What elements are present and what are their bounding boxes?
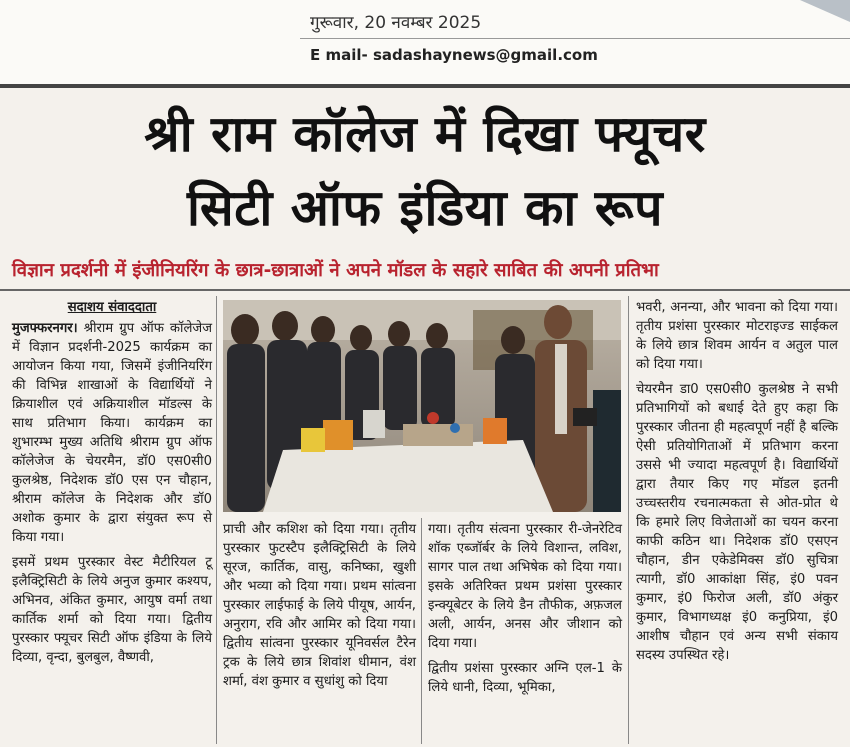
headline-line-1: श्री राम कॉलेज में दिखा फ्यूचर [144,105,706,163]
contact-email[interactable]: E mail- sadashaynews@gmail.com [310,46,598,64]
dateline-place: मुजफ्फरनगर। [12,321,78,336]
paragraph: भवरी, अनन्या, और भावना को दिया गया। तृतीय प्रशंसा पुरस्कार मोटराइज्ड साईकल के लिये छात्र शिवम आर्यन व अतुल पाल को दिया गया। [636,300,838,372]
paragraph: इसमें प्रथम पुरस्कार वेस्ट मैटीरियल टू इलैक्ट्रिसिटी के लिये अनुज कुमार कश्यप, अभिनव, अंकित कुमार, आयुष वर्मा तथा कार्तिक शर्मा को दिया गया। द्वितीय पुरस्कार फ्यूचर सिटी ऑफ इंडिया के लिये दिव्या, वृन्दा, बुलबुल, वैष्णवी, [12,555,212,665]
paragraph: प्राची और कशिश को दिया गया। तृतीय पुरस्कार फुटस्टैप इलैक्ट्रिसिटी के लिये सूरज, कार्तिक, वासु, कनिष्का, खुशी और भव्या को दिया गया। प्रथम सांत्वना पुरस्कार लाईफाई के लिये पीयूष, आर्यन, अनुराग, रवि और आमिर को दिया गया। द्वितीय सांत्वना पुरस्कार यूनिवर्सल टैरेन ट्रक के लिये छात्र शिवांश धीमान, वंश शर्मा, वंश कुमार व सुधांशु को दिया [223,522,416,689]
masthead-divider [300,38,850,39]
paragraph-text: श्रीराम ग्रुप ऑफ कॉलेजेज में विज्ञान प्रदर्शनी-2025 कार्यक्रम का आयोजन किया गया, जिसमें इंजीनियरिंग की विभिन्न शाखाओं के विद्यार्थियों ने क्रियाशील एवं अक्रियाशील मॉडल्स के साथ प्रतिभाग किया। कार्यक्रम का शुभारम्भ मुख्य अतिथि श्रीराम ग्रुप ऑफ कॉलेजेज के चेयरमैन, डॉ0 एस0सी0 कुलश्रेष्ठ, निदेशक डॉ0 एस एन चौहान, श्रीराम कॉलेज के निदेशक और डॉ0 अशोक कुमार के द्वारा संयुक्त रूप से किया गया। [12,321,212,545]
article-column-4 [636,298,838,671]
paragraph: गया। तृतीय संत्वना पुरस्कार री-जेनरेटिव शॉक एब्जॉर्बर के लिये विशान्त, लविश, सागर पाल तथा अभिषेक को दिया गया। इसके अतिरिक्त प्रथम प्रशंसा पुरस्कार इन्क्यूबेटर के लिये डैन तौफीक, अफ़जल अली, आर्यन, अनस और जीशान को दिया गया। [428,522,622,651]
headline-line-2: सिटी ऑफ इंडिया का रूप [186,179,664,237]
paragraph [12,319,212,547]
article-column-1 [12,298,212,673]
column-divider [421,518,422,744]
event-photo [223,300,621,512]
subheadline: विज्ञान प्रदर्शनी में इंजीनियरिंग के छात्र-छात्राओं ने अपने मॉडल के सहारे साबित की अपनी प्रतिभा [12,260,659,281]
exhibition-photo-image [223,300,621,512]
byline: सदाशय संवाददाता [67,300,157,315]
column-divider [216,296,217,744]
issue-date: गुरूवार, 20 नवम्बर 2025 [310,13,482,33]
paragraph: द्वितीय प्रशंसा पुरस्कार अग्नि एल-1 के लिये धानी, दिव्या, भूमिका, [428,661,622,695]
page-corner-fold [800,0,850,22]
article-column-3 [428,520,622,703]
paragraph: चेयरमैन डा0 एस0सी0 कुलश्रेष्ठ ने सभी प्रतिभागियों को बधाई देते हुए कहा कि पुरस्कार जीतना ही महत्वपूर्ण नहीं है बल्कि ऐसी प्रतियोगिताओं में प्रतिभाग करना उससे भी ज्यादा महत्वपूर्ण है। विद्यार्थियों द्वारा तैयार किए गए मॉडल इतनी उच्चस्तरीय रचनात्मकता से ओत-प्रोत थे कि हमारे लिए विजेताओं का चयन करना काफी कठिन था। निदेशक डॉ0 एसएन चौहान, डीन एकेडेमिक्स डॉ0 सुचित्रा त्यागी, डॉ0 आकांक्षा सिंह, इं0 पवन कुमार, इं0 फिरोज अली, डॉ0 अंकुर कुमार, विभागध्यक्ष इं0 कनुप्रिया, इं0 आशीष चौहान एवं अन्य सभी संकाय सदस्य उपस्थित रहे। [636,382,838,663]
masthead-bottom-rule [0,84,850,88]
article-column-2 [223,520,416,697]
subheadline-rule [0,289,850,291]
column-divider [628,296,629,744]
